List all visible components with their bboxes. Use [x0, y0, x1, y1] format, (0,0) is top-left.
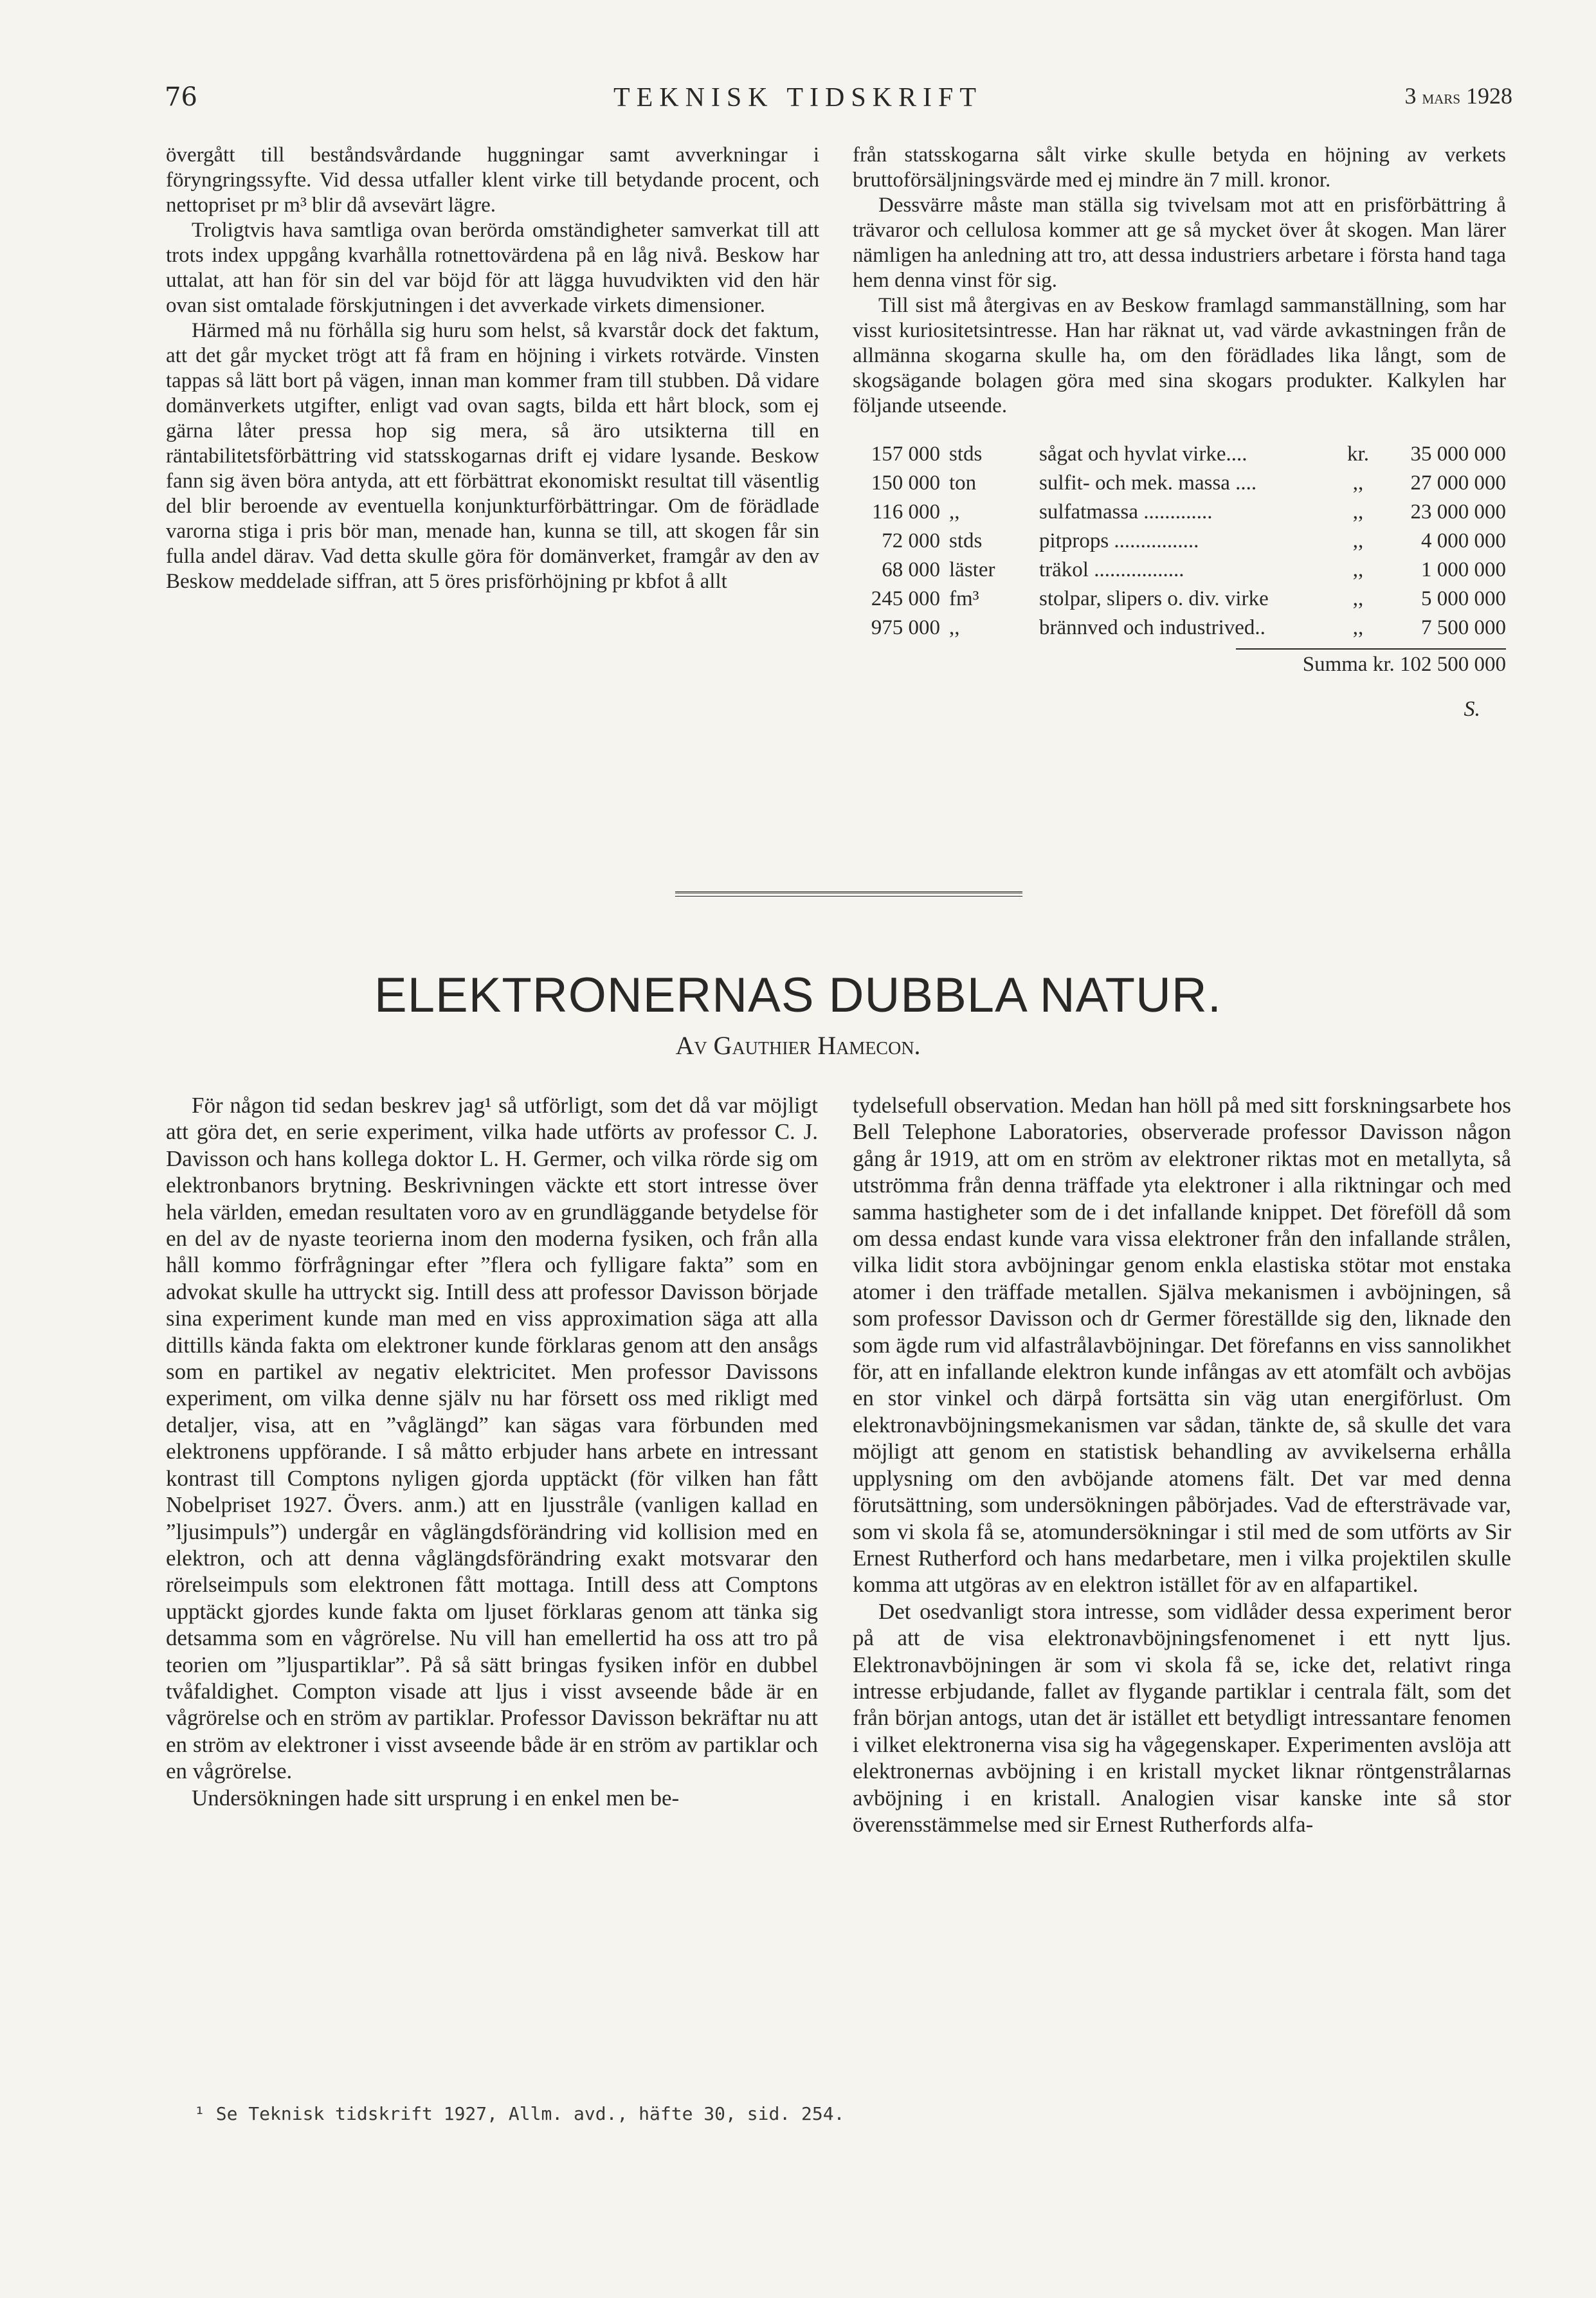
value-cell: 23 000 000 [1410, 500, 1506, 524]
desc-cell: pitprops ................ [1039, 529, 1199, 552]
value-cell: 1 000 000 [1421, 558, 1506, 581]
value-cell: 4 000 000 [1421, 529, 1506, 552]
currency-cell: ,, [1352, 500, 1364, 524]
qty-cell: 245 000 [871, 587, 940, 610]
unit-cell: ton [949, 471, 977, 495]
unit-cell: stds [949, 442, 983, 466]
paragraph: tydelsefull observation. Medan han höll på med sitt forskningsarbete hos Bell Telephone Laboratories, observerade professor Davisson någon gång år 1919, att om en ström av elektroner riktas mot en metallyta, så utströmma från denna träffade yta elektroner i alla riktningar och med samma hastigheter som de i det infallande knippet. Det föreföll då som om dessa endast kunde vara vissa elektroner från den infallande strålen, vilka lidit stora avböjningar genom enkla elastiska stötar mot enstaka atomer i den träffade metallen. Själva mekanismen i avböjningen, så som professor Davisson och dr Germer föreställde sig den, liknade den som ägde rum vid alfastrålavböjningar. Det förefanns en viss sannolikhet för, att en infallande elektron kunde infångas av ett atomfält och avböjas en stor vinkel och därpå fortsätta sin väg utan energiförlust. Om elektronavböjningsmekanismen var sådan, tänkte de, så skulle det vara möjligt att genom en statistisk behandling av avvikelserna erhålla upplysning om den avböjande atomens fält. Det var med denna förutsättning, som undersökningen påbörjades. Vad de eftersträvade var, som vi skola få se, atomundersökningar i stil med de som utförts av Sir Ernest Rutherford och hans medarbetare, men i vilka projektilen skulle komma att utgöras av en elektron istället för av en alfapartikel. [853, 1093, 1511, 1598]
currency-cell: ,, [1352, 616, 1364, 639]
table-row [853, 442, 1506, 471]
qty-cell: 975 000 [871, 616, 940, 639]
value-cell: 35 000 000 [1410, 442, 1506, 466]
column-4 [853, 1092, 1511, 1837]
paragraph: Troligtvis hava samtliga ovan berörda omständigheter samverkat till att trots index uppgång kvarhålla rotnettovärdena på en låg nivå. Beskow har uttalat, att han för sin del var böjd för att lägga huvudvikten vid den här ovan sist omtalade förskjutningen i det avverkade virkets dimensioner. [166, 219, 819, 317]
article-title: ELEKTRONERNAS DUBBLA NATUR. [374, 968, 1222, 1023]
unit-cell: stds [949, 529, 983, 552]
issue-year: 1928 [1466, 83, 1512, 109]
qty-cell: 157 000 [871, 442, 940, 466]
desc-cell: stolpar, slipers o. div. virke [1039, 587, 1269, 610]
value-cell: 5 000 000 [1421, 587, 1506, 610]
paragraph: Dessvärre måste man ställa sig tvivelsam mot att en prisförbättring å trävaror och cellulosa kommer att ge så mycket över åt skogen. Man lärer nämligen ha anledning att tro, att dessa industriers arbetare i första hand taga hem denna vinst för sig. [853, 194, 1506, 292]
qty-cell: 68 000 [882, 558, 940, 581]
issue-month: mars [1422, 87, 1460, 108]
table-row [853, 616, 1506, 644]
paragraph: Härmed må nu förhålla sig huru som helst, så kvarstår dock det faktum, att det går mycket trögt att få fram en höjning i virkets rotvärde. Vinsten tappas så lätt bort på vägen, innan man kommer fram till stubben. Då vidare domänverkets utgifter, enligt vad ovan sagts, bilda ett hårt block, som ej gärna låter pressa hop sig mera, så äro utsikterna till en räntabilitetsförbättring vid statsskogarnas drift ej vidare lysande. Beskow fann sig även böra antyda, att ett förbättrat ekonomiskt resultat till väsentlig del blir beroende av eventuella konjunkturförbättringar. Om de förädlade varorna stiga i pris bör man, menade han, kunna se till, att skogen får sin fulla andel därav. Vad detta skulle göra för domänverket, framgår av den av Beskow meddelade siffran, att 5 öres prisförhöjning pr kbfot å allt [166, 319, 819, 593]
journal-title: TEKNISK TIDSKRIFT [613, 83, 983, 113]
paragraph: från statsskogarna sålt virke skulle betyda en höjning av verkets bruttoförsäljningsvärde med ej mindre än 7 mill. kronor. [853, 143, 1506, 192]
desc-cell: sulfit- och mek. massa .... [1039, 471, 1257, 495]
desc-cell: sågat och hyvlat virke.... [1039, 442, 1247, 466]
column-3 [166, 1092, 818, 1811]
signature: S. [1464, 697, 1480, 721]
sum-row [1236, 648, 1506, 677]
table-row [853, 558, 1506, 587]
unit-cell: ,, [949, 616, 960, 639]
qty-cell: 150 000 [871, 471, 940, 495]
desc-cell: träkol ................. [1039, 558, 1184, 581]
desc-cell: brännved och industrived.. [1039, 616, 1265, 639]
calculation-table [853, 442, 1506, 644]
currency-cell: ,, [1352, 558, 1364, 581]
paragraph: Undersökningen hade sitt ursprung i en enkel men be- [192, 1785, 680, 1810]
issue-date [1404, 82, 1512, 109]
sum-label: Summa [1302, 653, 1368, 676]
paragraph: För någon tid sedan beskrev jag¹ så utförligt, som det då var möjligt att göra det, en serie experiment, vilka hade utförts av professor C. J. Davisson och hans kollega doktor L. H. Germer, och vilka rörde sig om elektronbanors brytning. Beskrivningen väckte ett stort intresse över hela världen, emedan resultaten voro av en grundläggande betydelse för en del av de nyaste teorierna inom den moderna fysiken, och från alla håll kommo förfrågningar efter ”flera och fylligare fakta” som en advokat skulle ha uttryckt sig. Intill dess att professor Davisson började sina experiment kunde man med en viss approximation säga att alla dittills kända fakta om elektroner kunde förklaras genom att den ansågs som en partikel av negativ elektricitet. Men professor Davissons experiment, om vilka denne själv nu har försett oss med rikligt med detaljer, visa, att en ”våglängd” kan sägas vara förbunden med elektronens uppförande. I så måtto erbjuder hans arbete en intressant kontrast till Comptons nyligen gjorda upptäckt (för vilken han fått Nobelpriset 1927. Övers. anm.) att en ljusstråle (vanligen kallad en ”ljusimpuls”) undergår en våglängdsförändring vid kollision med en elektron, och att denna våglängdsförändring exakt motsvarar den rörelseimpuls som elektronen fått mottaga. Intill dess att Comptons upptäckt gjordes kunde fakta om ljuset förklaras genom att tänka sig detsamma som en vågrörelse. Nu vill han emellertid ha oss att tro på teorien om ”ljuspartiklar”. På så sätt bringas fysiken inför en dubbel tvåfaldighet. Compton visade att ljus i visst avseende både är en vågrörelse och en ström av partiklar. Professor Davisson bekräftar nu att en ström av elektroner i visst avseende både är en ström av partiklar och en vågrörelse. [166, 1093, 818, 1784]
column-1 [166, 143, 819, 594]
issue-day: 3 [1404, 83, 1417, 109]
currency-cell: ,, [1352, 529, 1364, 552]
table-row [853, 471, 1506, 500]
qty-cell: 72 000 [882, 529, 940, 552]
article-byline: Av Gauthier Hamecon. [675, 1031, 921, 1060]
paragraph: Det osedvanligt stora intresse, som vidlåder dessa experiment beror på att de visa elektronavböjningsfenomenet i ett nytt ljus. Elektronavböjningen är som vi skola få se, icke det, relativt ringa intresse erbjudande, fallet av flygande partiklar i centrala fält, som det från början antogs, utan det är istället ett betydligt intressantare fenomen i vilket elektronerna visa sig ha vågegenskaper. Experimenten avslöja att elektronernas avböjning i en kristall mycket liknar röntgenstrålarnas avböjning i en kristall. Analogien visar kanske inte så stor överensstämmelse med sir Ernest Rutherfords alfa- [853, 1598, 1511, 1837]
table-row [853, 500, 1506, 529]
footnote-divider [166, 2088, 818, 2090]
unit-cell: ,, [949, 500, 960, 524]
footnote: ¹ Se Teknisk tidskrift 1927, Allm. avd., häfte 30, sid. 254. [194, 2103, 845, 2124]
paragraph: övergått till beståndsvårdande huggningar samt avverkningar i föryngringssyfte. Vid dessa utfaller klent virke till betydande procent, och nettopriset pr m³ blir då avsevärt lägre. [166, 143, 819, 217]
page-number: 76 [165, 82, 197, 112]
sum-currency: kr. [1372, 653, 1395, 676]
desc-cell: sulfatmassa ............. [1039, 500, 1213, 524]
section-divider [675, 891, 1022, 897]
currency-cell: kr. [1347, 442, 1369, 466]
unit-cell: fm³ [949, 587, 979, 610]
currency-cell: ,, [1352, 587, 1364, 610]
table-row [853, 587, 1506, 616]
column-2 [853, 143, 1506, 722]
paragraph: Till sist må återgivas en av Beskow framlagd sammanställning, som har visst kuriositetsintresse. Han har räknat ut, vad värde avkastningen från de allmänna skogarna skulle ha, om den förädlades lika långt, som de skogsägande bolagen göra med sina skogars produkter. Kalkylen har följande utseende. [853, 294, 1506, 417]
value-cell: 7 500 000 [1421, 616, 1506, 639]
page-header [0, 82, 1596, 121]
currency-cell: ,, [1352, 471, 1364, 495]
table-row [853, 529, 1506, 558]
value-cell: 27 000 000 [1410, 471, 1506, 495]
qty-cell: 116 000 [871, 500, 940, 524]
unit-cell: läster [949, 558, 995, 581]
sum-value: 102 500 000 [1400, 653, 1506, 676]
